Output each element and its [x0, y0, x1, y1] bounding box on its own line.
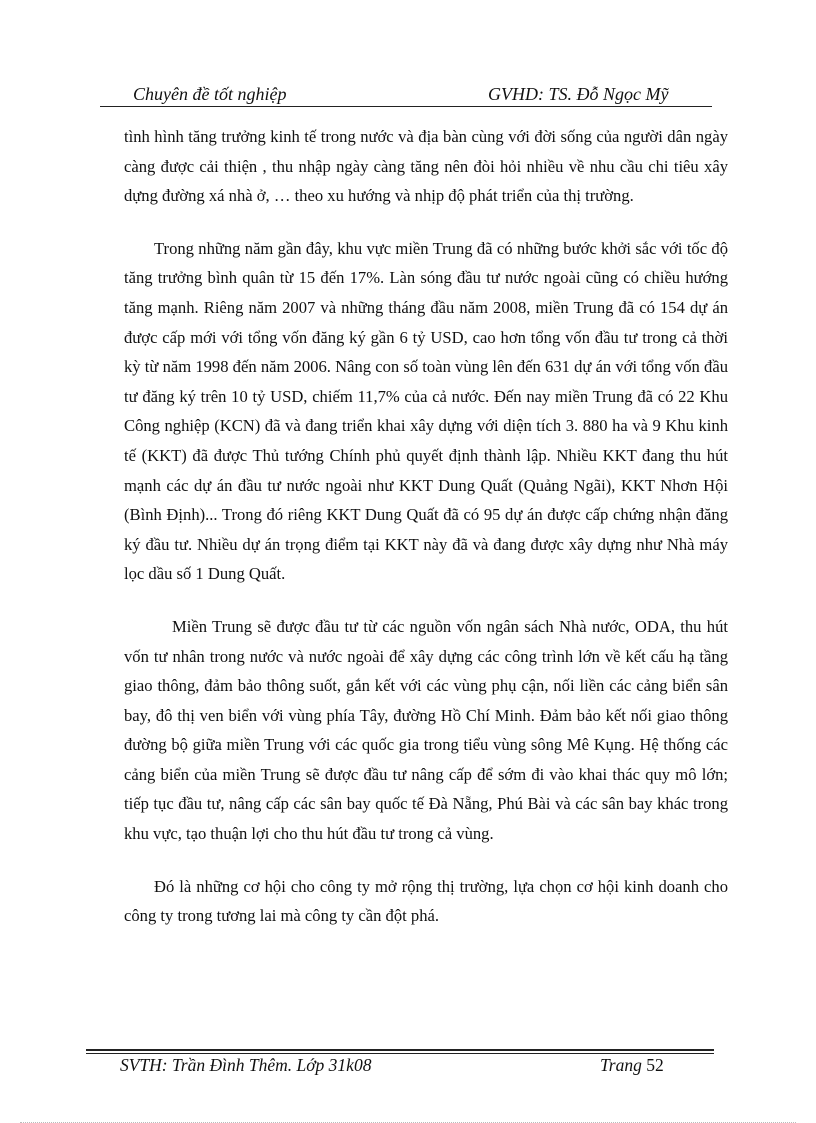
page-label: Trang	[600, 1055, 642, 1075]
document-body	[124, 122, 728, 954]
header-divider	[100, 106, 712, 107]
footer-divider-thin	[86, 1053, 714, 1054]
paragraph-3: Miền Trung sẽ được đầu tư từ các nguồn vốn ngân sách Nhà nước, ODA, thu hút vốn tư nhân trong nước và nước ngoài để xây dựng các công trình lớn về kết cấu hạ tầng giao thông, đảm bảo thông suốt, gắn kết với các vùng phụ cận, nối liền các cảng biển sân bay, đô thị ven biển với vùng phía Tây, đường Hồ Chí Minh. Đảm bảo kết nối giao thông đường bộ giữa miền Trung với các quốc gia trong tiểu vùng sông Mê Kụng. Hệ thống các cảng biển của miền Trung sẽ được đầu tư nâng cấp để sớm đi vào khai thác quy mô lớn; tiếp tục đầu tư, nâng cấp các sân bay quốc tế Đà Nẵng, Phú Bài và các sân bay khác trong khu vực, tạo thuận lợi cho thu hút đầu tư trong cả vùng.	[124, 616, 728, 844]
page-number-value: 52	[646, 1055, 664, 1075]
footer-student: SVTH: Trần Đình Thêm. Lớp 31k08	[120, 1055, 372, 1075]
page-number	[600, 1055, 664, 1076]
footer-divider-thick	[86, 1049, 714, 1051]
paragraph-1: tình hình tăng trưởng kinh tế trong nước và địa bàn cùng với đời sống của người dân ngày càng được cải thiện , thu nhập ngày càng tăng nên đòi hỏi nhiều về nhu cầu chi tiêu xây dựng đường xá nhà ở, … theo xu hướng và nhịp độ phát triển của thị trường.	[124, 127, 728, 206]
header-title: Chuyên đề tốt nghiệp	[133, 84, 287, 104]
paragraph-4: Đó là những cơ hội cho công ty mở rộng thị trường, lựa chọn cơ hội kinh doanh cho công ty trong tương lai mà công ty cần đột phá.	[124, 876, 728, 926]
paragraph-2: Trong những năm gần đây, khu vực miền Trung đã có những bước khởi sắc với tốc độ tăng trưởng bình quân từ 15 đến 17%. Làn sóng đầu tư nước ngoài cũng có chiều hướng tăng mạnh. Riêng năm 2007 và những tháng đầu năm 2008, miền Trung đã có 154 dự án được cấp mới với tổng vốn đăng ký gần 6 tỷ USD, cao hơn tổng vốn đầu tư trong cả thời kỳ từ năm 1998 đến năm 2006. Nâng con số toàn vùng lên đến 631 dự án với tổng vốn đầu tư đăng ký trên 10 tỷ USD, chiếm 11,7% của cả nước. Đến nay miền Trung đã có 22 Khu Công nghiệp (KCN) đã và đang triển khai xây dựng với diện tích 3. 880 ha và 9 Khu kinh tế (KKT) đã được Thủ tướng Chính phủ quyết định thành lập. Nhiều KKT đang thu hút mạnh các dự án đầu tư nước ngoài như KKT Dung Quất (Quảng Ngãi), KKT Nhơn Hội (Bình Định)... Trong đó riêng KKT Dung Quất đã có 95 dự án được cấp chứng nhận đăng ký đầu tư. Nhiều dự án trọng điểm tại KKT này đã và đang được xây dựng như Nhà máy lọc dầu số 1 Dung Quất.	[124, 238, 728, 584]
header-advisor: GVHD: TS. Đỗ Ngọc Mỹ	[488, 84, 669, 104]
page-footer	[120, 1055, 680, 1079]
page-header	[100, 84, 712, 106]
